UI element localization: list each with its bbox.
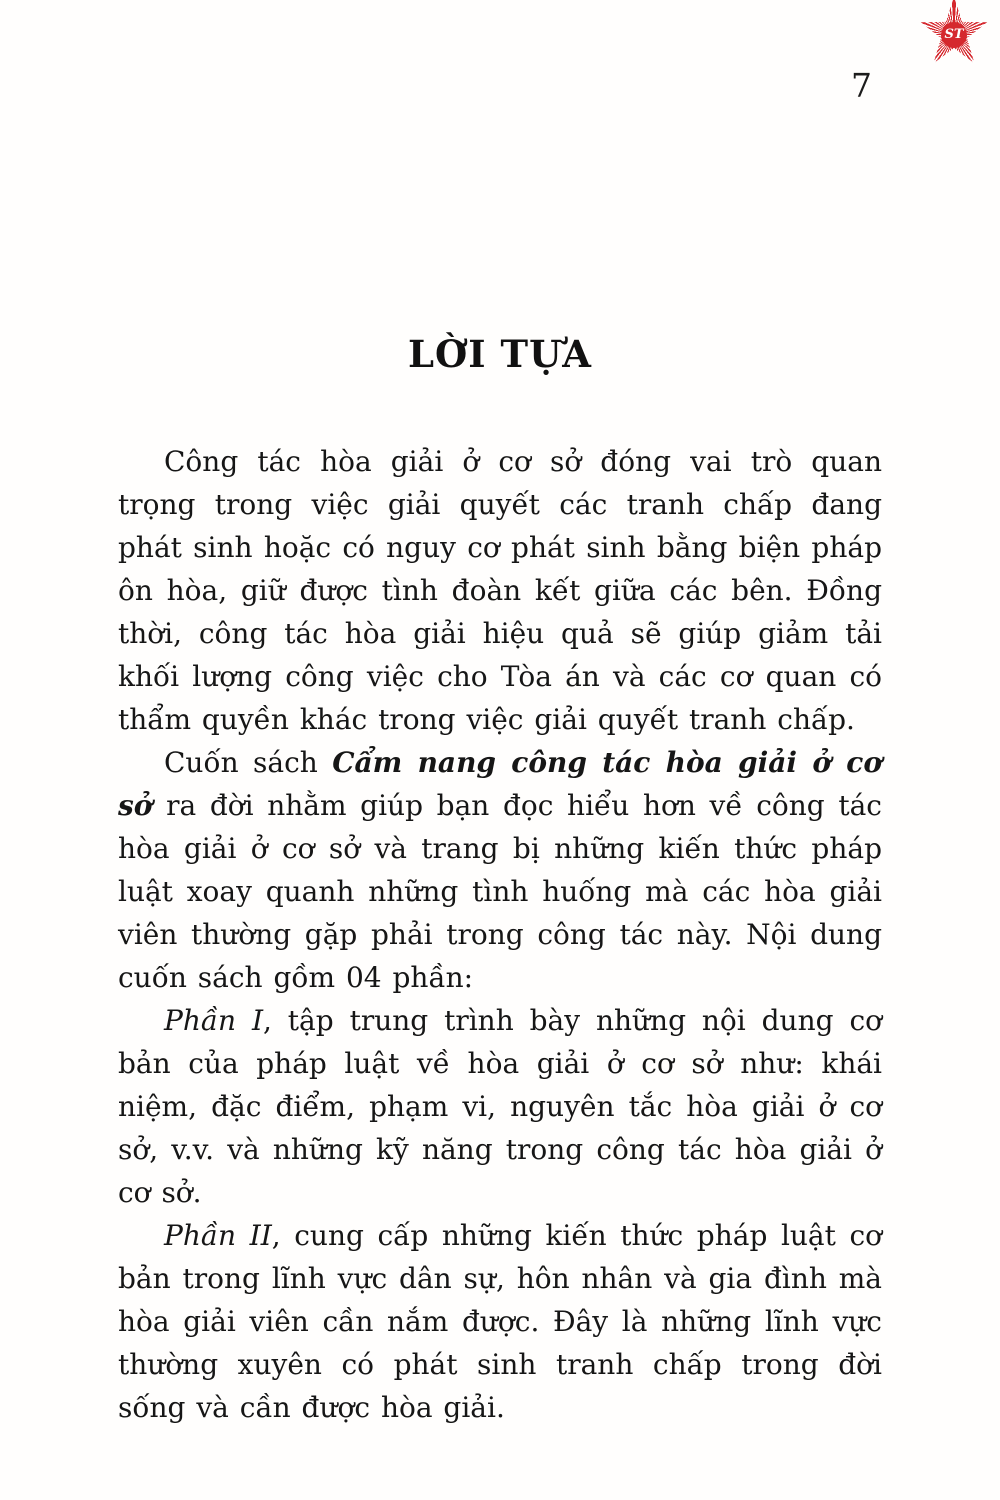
page-title: LỜI TỰA [408, 332, 592, 376]
paragraph-2 [118, 741, 882, 999]
publisher-logo [916, 0, 992, 72]
paragraph-2-suffix: ra đời nhằm giúp bạn đọc hiểu hơn về công tác hòa giải ở cơ sở và trang bị những kiến thức pháp luật xoay quanh những tình huống mà các hòa giải viên thường gặp phải trong công tác này. Nội dung cuốn sách gồm 04 phần: [118, 789, 882, 994]
paragraph-3 [118, 999, 882, 1214]
publisher-monogram: ST [941, 22, 967, 48]
paragraph-4-text: , cung cấp những kiến thức pháp luật cơ bản trong lĩnh vực dân sự, hôn nhân và gia đình mà hòa giải viên cần nắm được. Đây là những lĩnh vực thường xuyên có phát sinh tranh chấp trong đời sống và cần được hòa giải. [118, 1219, 882, 1424]
preface-body [118, 440, 882, 1429]
paragraph-1 [118, 440, 882, 741]
book-title: Cẩm nang công tác hòa giải ở cơ sở [118, 746, 882, 822]
paragraph-3-text: , tập trung trình bày những nội dung cơ bản của pháp luật về hòa giải ở cơ sở như: khái niệm, đặc điểm, phạm vi, nguyên tắc hòa giải ở cơ sở, v.v. và những kỹ năng trong công tác hòa giải ở cơ sở. [118, 1004, 882, 1209]
page-number: 7 [851, 66, 872, 105]
part-1-label: Phần I [164, 1004, 264, 1037]
paragraph-4 [118, 1214, 882, 1429]
part-2-label: Phần II [164, 1219, 272, 1252]
paragraph-2-prefix: Cuốn sách [164, 746, 333, 779]
paragraph-1-text: Công tác hòa giải ở cơ sở đóng vai trò quan trọng trong việc giải quyết các tranh chấp đang phát sinh hoặc có nguy cơ phát sinh bằng biện pháp ôn hòa, giữ được tình đoàn kết giữa các bên. Đồng thời, công tác hòa giải hiệu quả sẽ giúp giảm tải khối lượng công việc cho Tòa án và các cơ quan có thẩm quyền khác trong việc giải quyết tranh chấp. [118, 445, 882, 736]
